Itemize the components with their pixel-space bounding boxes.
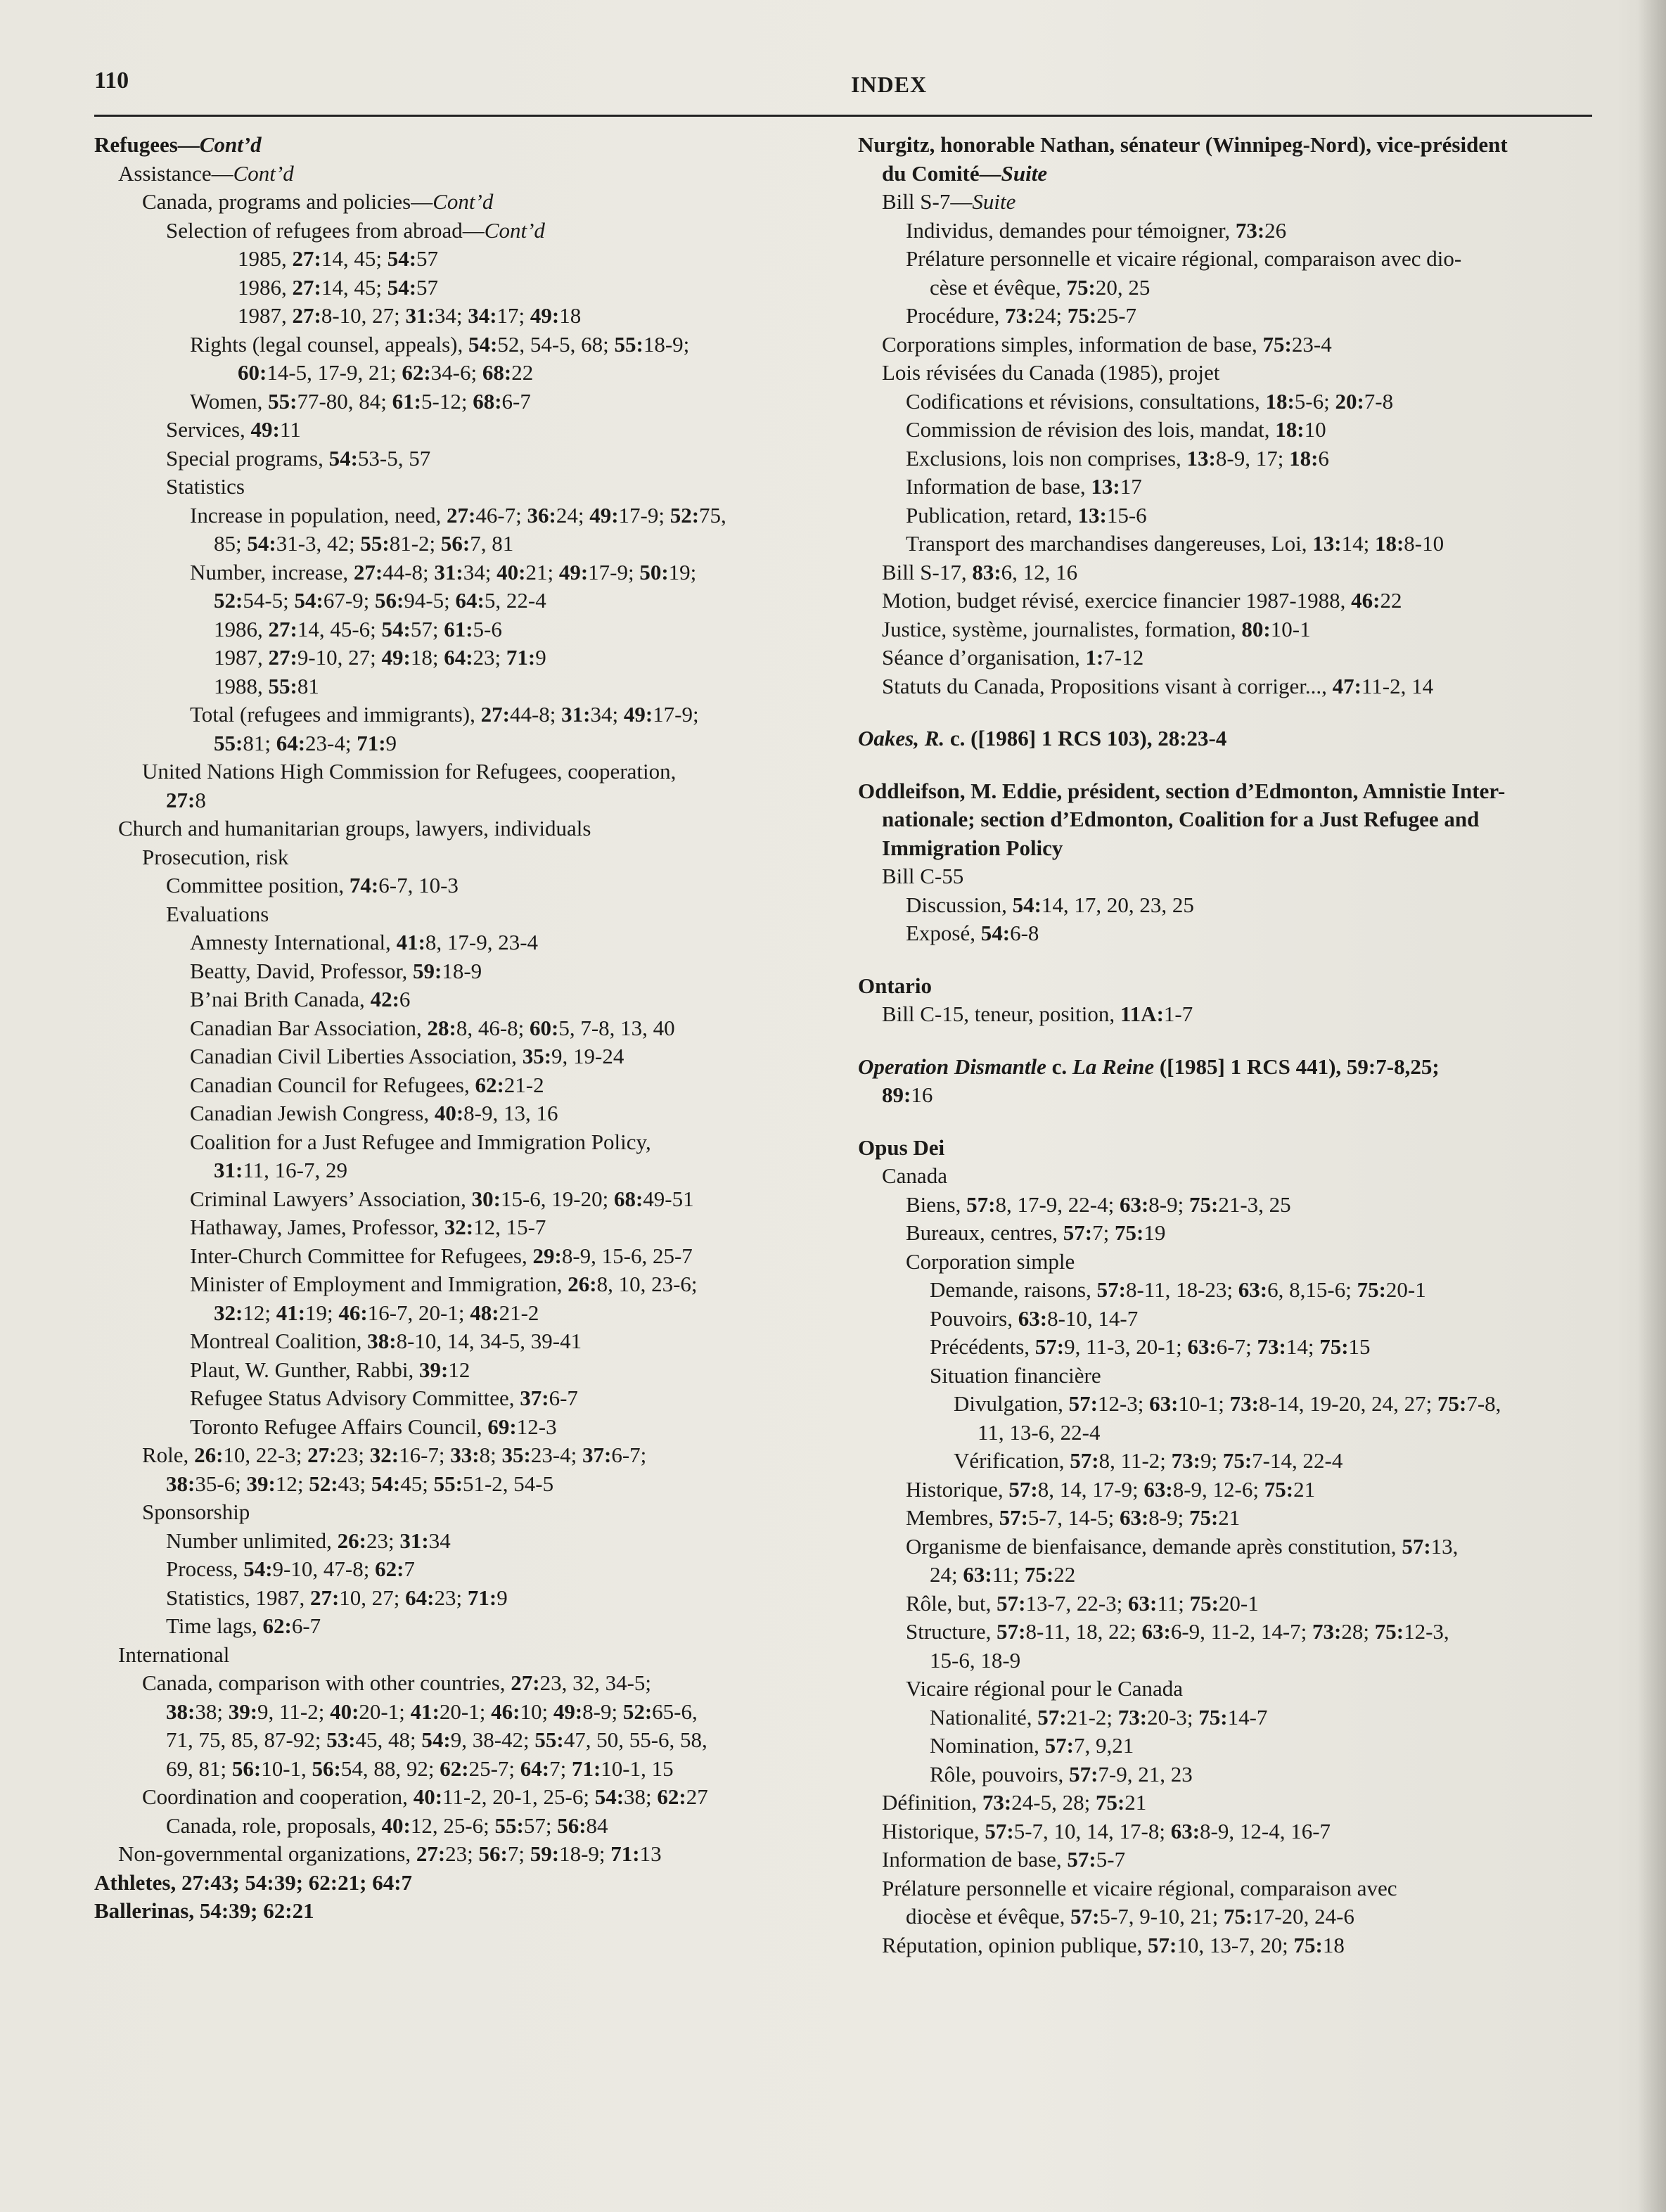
index-subentry: 52:54-5; 54:67-9; 56:94-5; 64:5, 22-4 xyxy=(214,588,546,613)
index-subentry: Increase in population, need, 27:46-7; 36:24; 49:17-9; 52:75, xyxy=(190,502,726,528)
index-subentry: Immigration Policy xyxy=(882,835,1063,860)
index-subentry: 1986, 27:14, 45; 54:57 xyxy=(238,274,439,300)
index-subentry: Canada, programs and policies—Cont’d xyxy=(142,189,494,214)
index-subentry: Criminal Lawyers’ Association, 30:15-6, 19-20; 68:49-51 xyxy=(190,1186,694,1211)
index-subentry: Situation financière xyxy=(930,1362,1101,1388)
page-number: 110 xyxy=(94,68,129,94)
index-subentry: Pouvoirs, 63:8-10, 14-7 xyxy=(930,1305,1139,1331)
index-subentry: 71, 75, 85, 87-92; 53:45, 48; 54:9, 38-42; 55:47, 50, 55-6, 58, xyxy=(166,1727,707,1752)
index-heading: Oddleifson, M. Eddie, président, section d’Edmonton, Amnistie Inter- xyxy=(858,778,1506,803)
index-subentry: Women, 55:77-80, 84; 61:5-12; 68:6-7 xyxy=(190,388,531,414)
entry-spacer xyxy=(858,753,1592,777)
index-subentry: Prélature personnelle et vicaire régional, comparaison avec xyxy=(882,1875,1397,1900)
index-subentry: Canadian Bar Association, 28:8, 46-8; 60:5, 7-8, 13, 40 xyxy=(190,1015,675,1040)
index-subentry: 27:8 xyxy=(166,787,206,812)
index-subentry: Bill C-15, teneur, position, 11A:1-7 xyxy=(882,1002,1193,1026)
index-subentry: Inter-Church Committee for Refugees, 29:8-9, 15-6, 25-7 xyxy=(190,1243,693,1268)
index-subentry: 11, 13-6, 22-4 xyxy=(978,1419,1101,1445)
index-subentry: Biens, 57:8, 17-9, 22-4; 63:8-9; 75:21-3, 25 xyxy=(906,1191,1291,1217)
page-header xyxy=(94,68,1592,104)
index-subentry: Statuts du Canada, Propositions visant à corriger..., 47:11-2, 14 xyxy=(882,673,1434,698)
index-subentry: Demande, raisons, 57:8-11, 18-23; 63:6, 8,15-6; 75:20-1 xyxy=(930,1277,1426,1302)
index-subentry: Procédure, 73:24; 75:25-7 xyxy=(906,303,1137,328)
index-subentry: Montreal Coalition, 38:8-10, 14, 34-5, 39-41 xyxy=(190,1329,582,1353)
index-subentry: Statistics xyxy=(166,474,245,499)
index-subentry: Organisme de bienfaisance, demande après constitution, 57:13, xyxy=(906,1533,1459,1559)
index-subentry: diocèse et évêque, 57:5-7, 9-10, 21; 75:17-20, 24-6 xyxy=(906,1904,1354,1929)
index-subentry: 89:16 xyxy=(882,1082,933,1107)
entry-spacer xyxy=(858,1029,1592,1053)
index-subentry: Committee position, 74:6-7, 10-3 xyxy=(166,873,459,897)
index-subentry: Lois révisées du Canada (1985), projet xyxy=(882,360,1220,385)
index-subentry: 38:35-6; 39:12; 52:43; 54:45; 55:51-2, 54-5 xyxy=(166,1471,554,1496)
index-subentry: Canada, comparison with other countries, 27:23, 32, 34-5; xyxy=(142,1670,652,1695)
index-subentry: Discussion, 54:14, 17, 20, 23, 25 xyxy=(906,892,1194,917)
index-subentry: 60:14-5, 17-9, 21; 62:34-6; 68:22 xyxy=(238,360,534,385)
index-heading: Athletes, 27:43; 54:39; 62:21; 64:7 xyxy=(94,1869,413,1895)
index-subentry: Refugee Status Advisory Committee, 37:6-7 xyxy=(190,1386,578,1410)
index-subentry: Hathaway, James, Professor, 32:12, 15-7 xyxy=(190,1215,546,1239)
index-subentry: 85; 54:31-3, 42; 55:81-2; 56:7, 81 xyxy=(214,531,514,556)
entry-spacer xyxy=(858,701,1592,724)
index-subentry: nationale; section d’Edmonton, Coalition for a Just Refugee and xyxy=(882,807,1480,831)
index-subentry: Toronto Refugee Affairs Council, 69:12-3 xyxy=(190,1414,557,1439)
index-subentry: 69, 81; 56:10-1, 56:54, 88, 92; 62:25-7; 64:7; 71:10-1, 15 xyxy=(166,1756,674,1781)
index-column-right xyxy=(858,131,1592,1960)
running-head: INDEX xyxy=(850,72,928,97)
index-subentry: Corporations simples, information de base, 75:23-4 xyxy=(882,331,1332,357)
index-subentry: Services, 49:11 xyxy=(166,417,301,442)
index-subentry: Divulgation, 57:12-3; 63:10-1; 73:8-14, 19-20, 24, 27; 75:7-8, xyxy=(954,1391,1501,1416)
index-subentry: 55:81; 64:23-4; 71:9 xyxy=(214,730,397,755)
index-subentry: Bureaux, centres, 57:7; 75:19 xyxy=(906,1220,1166,1245)
index-subentry: Bill S-17, 83:6, 12, 16 xyxy=(882,559,1078,584)
index-heading: Ballerinas, 54:39; 62:21 xyxy=(94,1898,314,1923)
index-subentry: Evaluations xyxy=(166,901,269,926)
index-heading: Refugees—Cont’d xyxy=(94,132,262,157)
index-subentry: United Nations High Commission for Refugees, cooperation, xyxy=(142,759,677,784)
index-subentry: Church and humanitarian groups, lawyers, individuals xyxy=(118,816,591,840)
page-edge-shadow xyxy=(1638,0,1666,2212)
index-subentry: Exclusions, lois non comprises, 13:8-9, 17; 18:6 xyxy=(906,445,1329,471)
index-subentry: Motion, budget révisé, exercice financier 1987-1988, 46:22 xyxy=(882,588,1402,613)
index-subentry: Codifications et révisions, consultations, 18:5-6; 20:7-8 xyxy=(906,388,1394,414)
index-subentry: Information de base, 13:17 xyxy=(906,474,1142,499)
index-subentry: Prosecution, risk xyxy=(142,844,289,869)
index-subentry: 1987, 27:8-10, 27; 31:34; 34:17; 49:18 xyxy=(238,303,582,328)
index-subentry: 15-6, 18-9 xyxy=(930,1647,1021,1673)
index-subentry: Prélature personnelle et vicaire régional, comparaison avec dio- xyxy=(906,246,1462,271)
index-subentry: Number, increase, 27:44-8; 31:34; 40:21; 49:17-9; 50:19; xyxy=(190,559,697,584)
header-rule xyxy=(94,115,1592,117)
index-subentry: Total (refugees and immigrants), 27:44-8; 31:34; 49:17-9; xyxy=(190,702,699,727)
index-subentry: Canada, role, proposals, 40:12, 25-6; 55:57; 56:84 xyxy=(166,1813,608,1838)
index-subentry: Corporation simple xyxy=(906,1248,1075,1274)
index-subentry: Vicaire régional pour le Canada xyxy=(906,1676,1184,1701)
index-subentry: Special programs, 54:53-5, 57 xyxy=(166,445,431,471)
index-subentry: Canada xyxy=(882,1163,947,1188)
index-subentry: Assistance—Cont’d xyxy=(118,160,294,186)
index-subentry: Nomination, 57:7, 9,21 xyxy=(930,1733,1134,1758)
index-subentry: du Comité—Suite xyxy=(882,160,1048,186)
index-subentry: Définition, 73:24-5, 28; 75:21 xyxy=(882,1790,1147,1815)
index-subentry: Bill C-55 xyxy=(882,864,964,888)
index-subentry: 1987, 27:9-10, 27; 49:18; 64:23; 71:9 xyxy=(214,645,546,670)
index-heading: Oakes, R. c. ([1986] 1 RCS 103), 28:23-4 xyxy=(858,726,1227,750)
index-subentry: Beatty, David, Professor, 59:18-9 xyxy=(190,958,482,983)
index-subentry: Séance d’organisation, 1:7-12 xyxy=(882,645,1144,670)
index-subentry: Number unlimited, 26:23; 31:34 xyxy=(166,1528,451,1553)
index-subentry: 1986, 27:14, 45-6; 54:57; 61:5-6 xyxy=(214,616,502,641)
index-subentry: Historique, 57:8, 14, 17-9; 63:8-9, 12-6; 75:21 xyxy=(906,1476,1316,1502)
index-subentry: 1985, 27:14, 45; 54:57 xyxy=(238,246,439,271)
index-subentry: Historique, 57:5-7, 10, 14, 17-8; 63:8-9, 12-4, 16-7 xyxy=(882,1818,1331,1843)
index-subentry: Process, 54:9-10, 47-8; 62:7 xyxy=(166,1556,415,1581)
index-subentry: Bill S-7—Suite xyxy=(882,189,1016,214)
index-subentry: Time lags, 62:6-7 xyxy=(166,1613,321,1638)
index-subentry: Précédents, 57:9, 11-3, 20-1; 63:6-7; 73:14; 75:15 xyxy=(930,1334,1371,1359)
index-subentry: Structure, 57:8-11, 18, 22; 63:6-9, 11-2, 14-7; 73:28; 75:12-3, xyxy=(906,1619,1449,1644)
entry-spacer xyxy=(858,948,1592,972)
index-subentry: Justice, système, journalistes, formation, 80:10-1 xyxy=(882,616,1311,641)
index-subentry: Publication, retard, 13:15-6 xyxy=(906,502,1147,528)
index-heading: Nurgitz, honorable Nathan, sénateur (Winnipeg-Nord), vice-président xyxy=(858,132,1508,157)
index-heading: Ontario xyxy=(858,973,933,998)
index-heading: Operation Dismantle c. La Reine ([1985] 1 RCS 441), 59:7-8,25; xyxy=(858,1054,1440,1079)
index-subentry: Transport des marchandises dangereuses, Loi, 13:14; 18:8-10 xyxy=(906,531,1444,556)
index-subentry: Sponsorship xyxy=(142,1500,250,1524)
index-subentry: Information de base, 57:5-7 xyxy=(882,1847,1126,1872)
index-subentry: 1988, 55:81 xyxy=(214,673,319,698)
index-subentry: Minister of Employment and Immigration, 26:8, 10, 23-6; xyxy=(190,1272,698,1296)
index-subentry: Nationalité, 57:21-2; 73:20-3; 75:14-7 xyxy=(930,1704,1268,1730)
index-subentry: Role, 26:10, 22-3; 27:23; 32:16-7; 33:8; 35:23-4; 37:6-7; xyxy=(142,1443,647,1467)
index-subentry: 24; 63:11; 75:22 xyxy=(930,1562,1076,1587)
index-subentry: Amnesty International, 41:8, 17-9, 23-4 xyxy=(190,930,539,954)
index-subentry: B’nai Brith Canada, 42:6 xyxy=(190,987,411,1011)
index-subentry: Canadian Council for Refugees, 62:21-2 xyxy=(190,1072,544,1097)
index-subentry: cèse et évêque, 75:20, 25 xyxy=(930,274,1151,300)
index-heading: Opus Dei xyxy=(858,1134,945,1160)
index-subentry: Exposé, 54:6-8 xyxy=(906,921,1039,945)
index-subentry: Rôle, pouvoirs, 57:7-9, 21, 23 xyxy=(930,1761,1193,1786)
index-subentry: Rôle, but, 57:13-7, 22-3; 63:11; 75:20-1 xyxy=(906,1590,1259,1616)
index-subentry: Selection of refugees from abroad—Cont’d xyxy=(166,217,545,243)
index-subentry: 32:12; 41:19; 46:16-7, 20-1; 48:21-2 xyxy=(214,1300,539,1325)
index-subentry: Plaut, W. Gunther, Rabbi, 39:12 xyxy=(190,1357,470,1382)
index-subentry: Réputation, opinion publique, 57:10, 13-7, 20; 75:18 xyxy=(882,1932,1345,1957)
index-subentry: Vérification, 57:8, 11-2; 73:9; 75:7-14, 22-4 xyxy=(954,1448,1343,1473)
index-subentry: Canadian Jewish Congress, 40:8-9, 13, 16 xyxy=(190,1101,558,1125)
entry-spacer xyxy=(858,1110,1592,1134)
index-subentry: Statistics, 1987, 27:10, 27; 64:23; 71:9 xyxy=(166,1585,508,1610)
index-subentry: Commission de révision des lois, mandat, 18:10 xyxy=(906,417,1326,442)
index-subentry: 38:38; 39:9, 11-2; 40:20-1; 41:20-1; 46:10; 49:8-9; 52:65-6, xyxy=(166,1699,698,1724)
index-subentry: Non-governmental organizations, 27:23; 56:7; 59:18-9; 71:13 xyxy=(118,1841,662,1866)
index-subentry: Individus, demandes pour témoigner, 73:26 xyxy=(906,217,1287,243)
index-subentry: International xyxy=(118,1642,230,1667)
index-subentry: Membres, 57:5-7, 14-5; 63:8-9; 75:21 xyxy=(906,1505,1241,1530)
index-subentry: 31:11, 16-7, 29 xyxy=(214,1158,348,1182)
index-subentry: Rights (legal counsel, appeals), 54:52, 54-5, 68; 55:18-9; xyxy=(190,331,690,357)
index-subentry: Canadian Civil Liberties Association, 35:9, 19-24 xyxy=(190,1044,624,1068)
index-subentry: Coordination and cooperation, 40:11-2, 20-1, 25-6; 54:38; 62:27 xyxy=(142,1784,708,1809)
index-subentry: Coalition for a Just Refugee and Immigration Policy, xyxy=(190,1129,651,1154)
index-column-left xyxy=(94,131,869,1926)
